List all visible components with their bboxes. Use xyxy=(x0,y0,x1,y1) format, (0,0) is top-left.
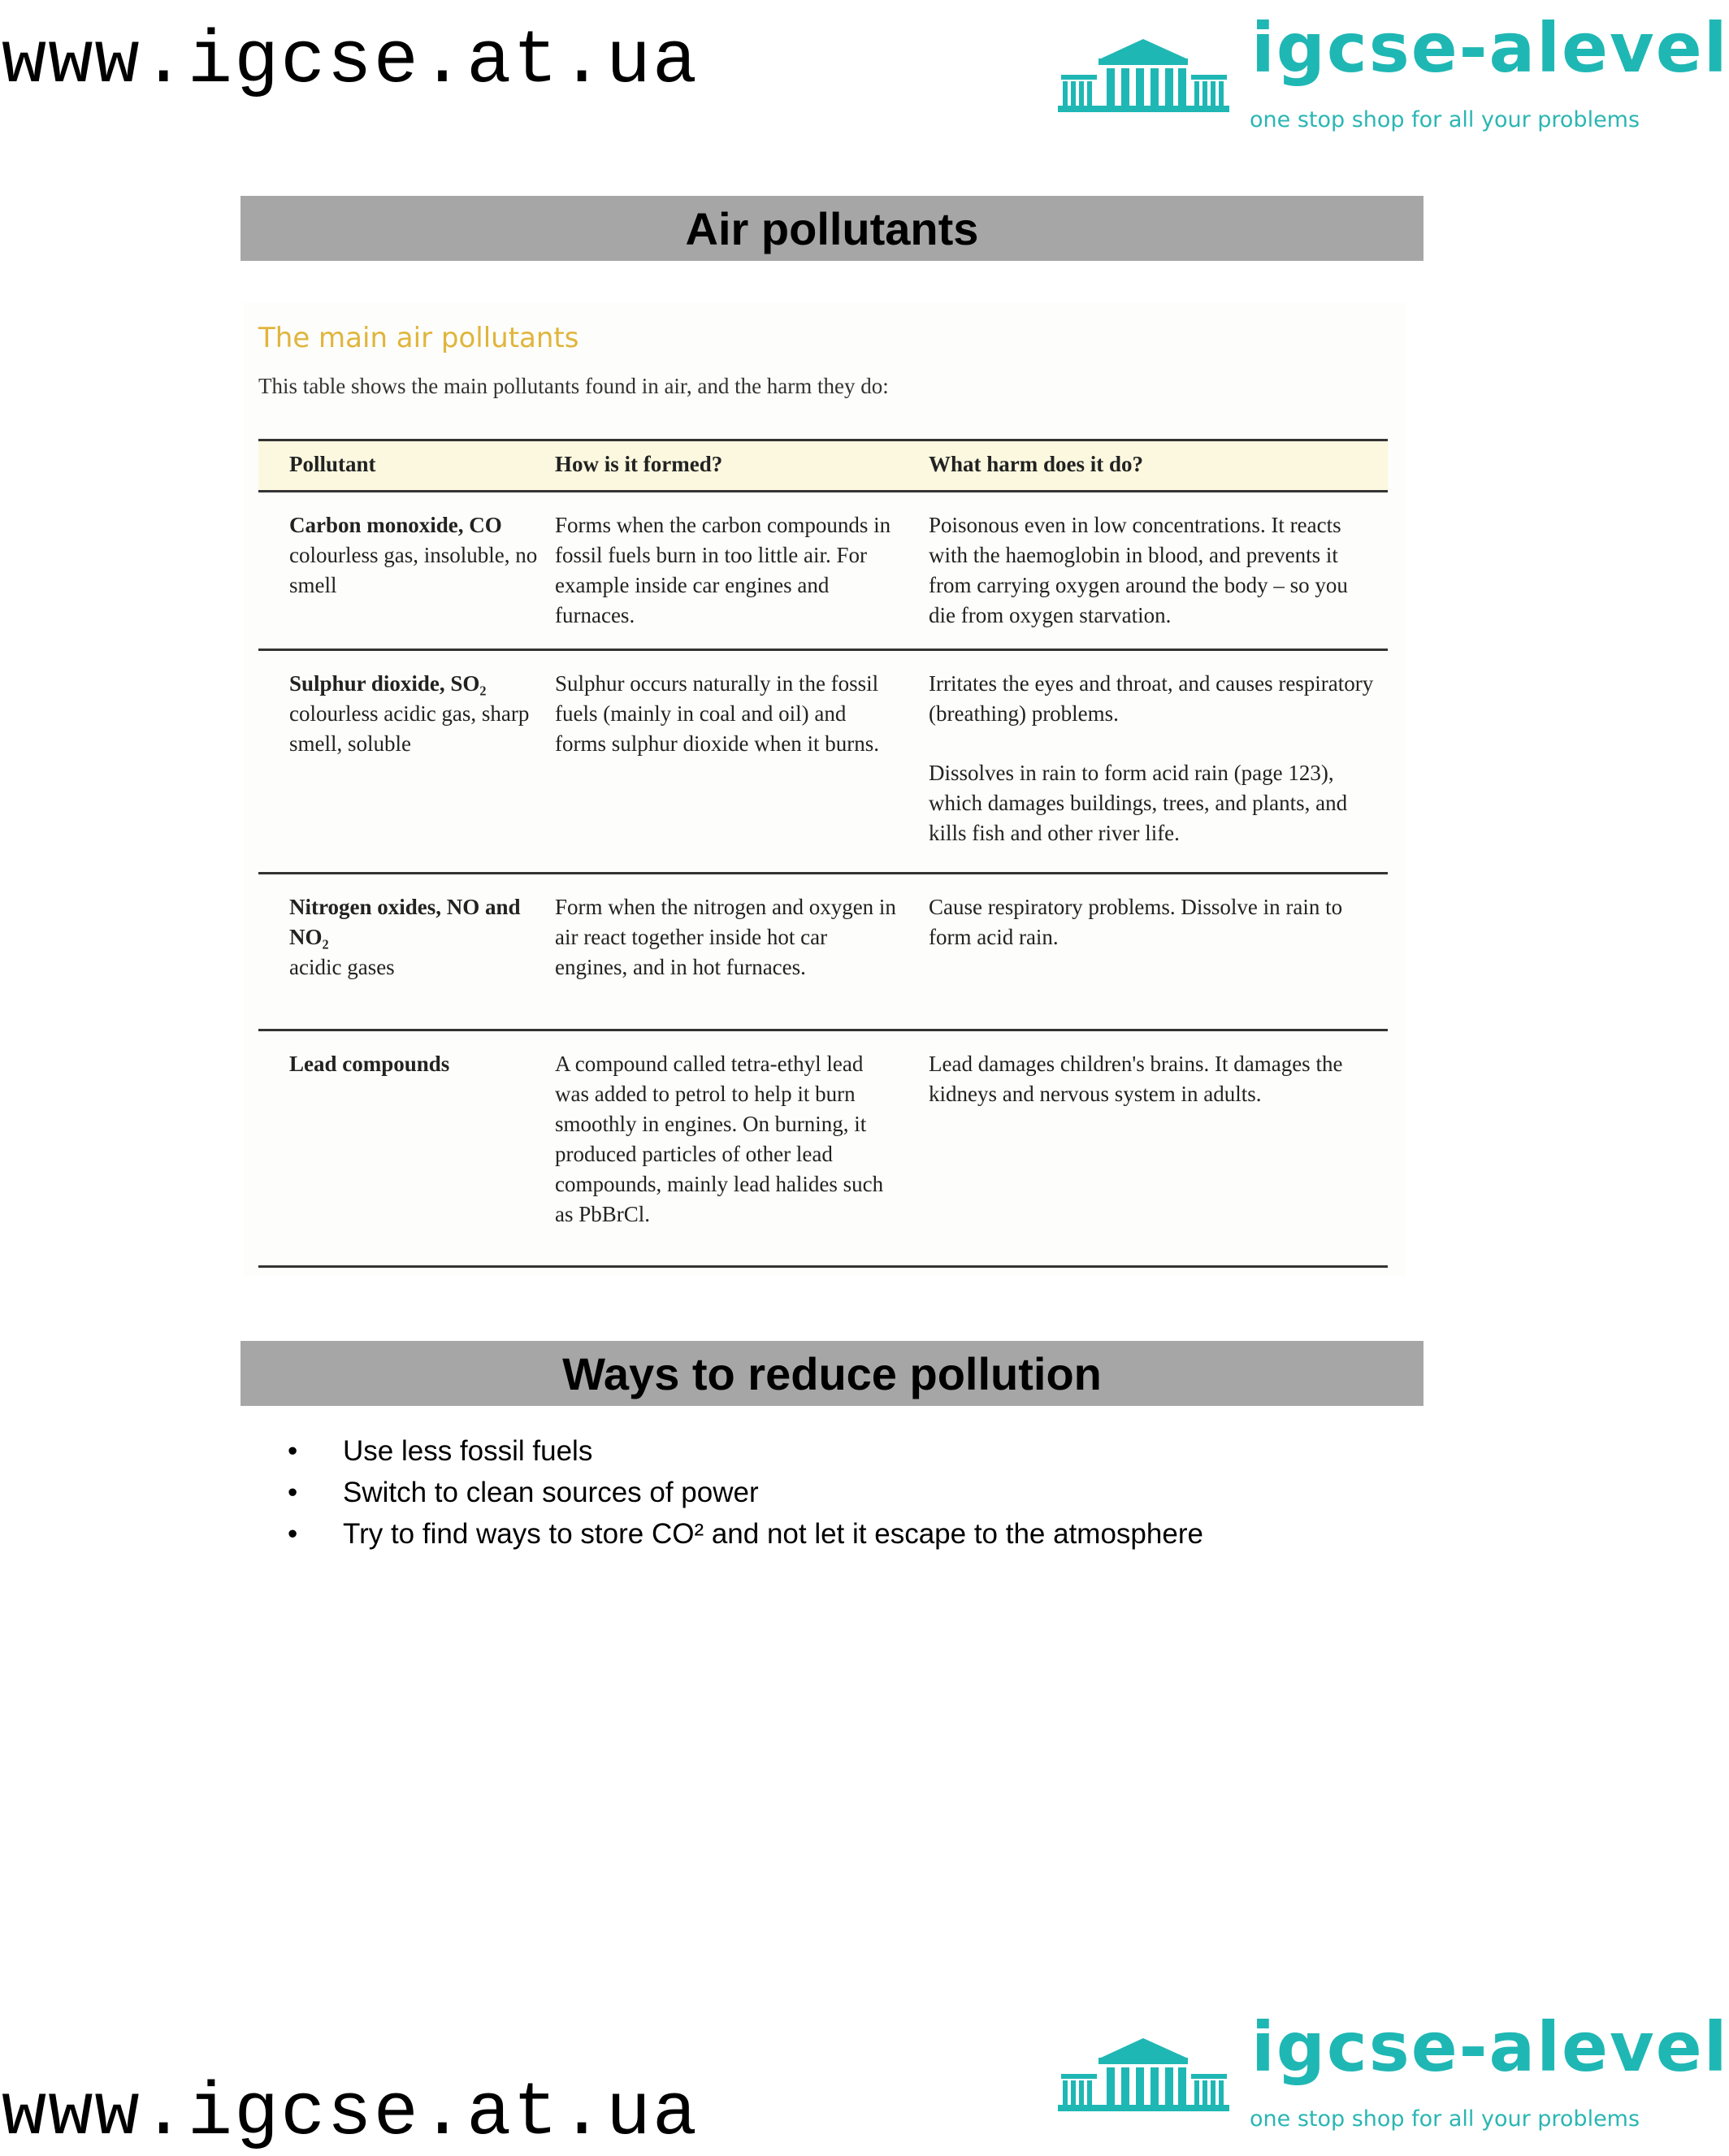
pollutant-name: Nitrogen oxides, NO and NO₂ xyxy=(289,895,521,949)
brand-name: igcse-alevel xyxy=(1251,2007,1729,2087)
table-intro: This table shows the main pollutants found in air, and the harm they do: xyxy=(258,374,889,398)
harm-text: Dissolves in rain to form acid rain (page 123), which damages buildings, trees, and plants, and kills fish and other river life. xyxy=(929,761,1348,845)
formation-cell: Form when the nitrogen and oxygen in air react together inside hot car engines, and in hot furnaces. xyxy=(555,895,896,979)
pollutant-properties: colourless gas, insoluble, no smell xyxy=(289,543,538,597)
pollutant-cell xyxy=(289,892,541,983)
table-row xyxy=(258,874,1388,1031)
section-title-air-pollutants: Air pollutants xyxy=(240,196,1424,261)
harm-text: Cause respiratory problems. Dissolve in rain to form acid rain. xyxy=(929,895,1343,949)
list-item xyxy=(288,1472,1203,1513)
table-row xyxy=(258,492,1388,651)
list-item-text: Try to find ways to store CO² and not let it escape to the atmosphere xyxy=(343,1518,1203,1550)
table-header-row xyxy=(258,439,1388,492)
column-header-formed: How is it formed? xyxy=(555,452,723,476)
column-header-harm: What harm does it do? xyxy=(929,452,1144,476)
harm-cell xyxy=(929,510,1380,631)
harm-cell xyxy=(929,892,1380,952)
harm-text: Lead damages children's brains. It damages the kidneys and nervous system in adults. xyxy=(929,1052,1343,1106)
section-title-reduce-pollution: Ways to reduce pollution xyxy=(240,1341,1424,1406)
formation-cell: A compound called tetra-ethyl lead was added to petrol to help it burn smoothly in engines. On burning, it produced particles of other lead compounds, mainly lead halides such as PbBrCl. xyxy=(555,1052,884,1226)
list-item-text: Switch to clean sources of power xyxy=(343,1477,759,1508)
site-url-header: www.igcse.at.ua xyxy=(2,19,700,104)
bullet-icon: • xyxy=(288,1435,298,1467)
formation-cell: Forms when the carbon compounds in fossil fuels burn in too little air. For example inside car engines and furnaces. xyxy=(555,513,891,627)
building-icon xyxy=(1056,2032,1231,2113)
brand-logo-footer xyxy=(1056,2007,1729,2137)
textbook-excerpt xyxy=(244,302,1406,1276)
column-header-pollutant: Pollutant xyxy=(289,452,376,476)
table-heading: The main air pollutants xyxy=(258,322,579,354)
brand-tagline: one stop shop for all your problems xyxy=(1250,107,1640,132)
pollutants-table xyxy=(258,439,1388,1268)
harm-text: Irritates the eyes and throat, and causes respiratory (breathing) problems. xyxy=(929,671,1374,726)
bullet-icon: • xyxy=(288,1477,298,1508)
list-item-text: Use less fossil fuels xyxy=(343,1435,593,1467)
pollutant-name: Carbon monoxide, CO xyxy=(289,513,502,537)
pollutant-name: Sulphur dioxide, SO₂ xyxy=(289,671,487,696)
brand-logo-header xyxy=(1056,8,1729,138)
pollutant-cell xyxy=(289,510,541,601)
site-url-footer: www.igcse.at.ua xyxy=(2,2071,700,2156)
brand-tagline: one stop shop for all your problems xyxy=(1250,2106,1640,2132)
harm-cell xyxy=(929,669,1380,848)
list-item xyxy=(288,1430,1203,1472)
formation-cell: Sulphur occurs naturally in the fossil fuels (mainly in coal and oil) and forms sulphur dioxide when it burns. xyxy=(555,671,879,756)
brand-name: igcse-alevel xyxy=(1251,8,1729,88)
table-row xyxy=(258,1031,1388,1268)
building-icon xyxy=(1056,33,1231,114)
reduce-pollution-list xyxy=(288,1430,1203,1555)
pollutant-properties: colourless acidic gas, sharp smell, soluble xyxy=(289,701,530,756)
pollutant-cell xyxy=(289,669,541,759)
pollutant-cell xyxy=(289,1049,541,1079)
bullet-icon: • xyxy=(288,1518,298,1550)
pollutant-properties: acidic gases xyxy=(289,955,395,979)
pollutant-name: Lead compounds xyxy=(289,1052,450,1076)
table-row xyxy=(258,651,1388,874)
harm-cell xyxy=(929,1049,1380,1109)
list-item xyxy=(288,1513,1203,1555)
harm-text: Poisonous even in low concentrations. It reacts with the haemoglobin in blood, and prevents it from carrying oxygen around the body – so you die from oxygen starvation. xyxy=(929,513,1348,627)
